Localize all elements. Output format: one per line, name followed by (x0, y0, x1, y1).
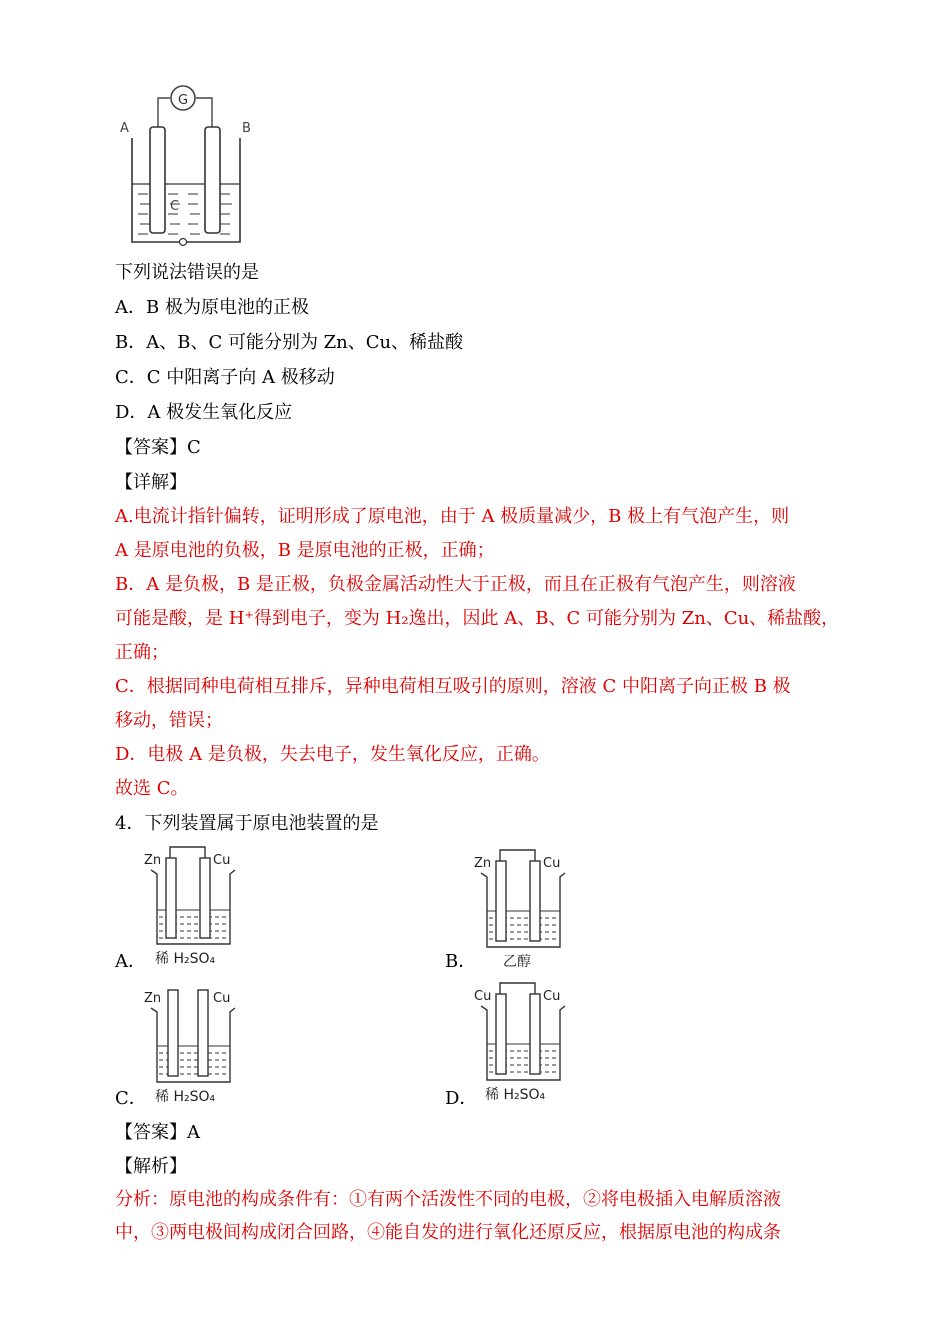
svg-text:稀 H₂SO₄: 稀 H₂SO₄ (155, 951, 216, 967)
svg-text:B: B (242, 121, 251, 136)
svg-text:Cu: Cu (543, 989, 561, 1004)
svg-text:Cu: Cu (474, 989, 492, 1004)
q3-conclusion: 故选 C。 (115, 778, 189, 799)
q3-detail-line: 可能是酸，是 H⁺得到电子，变为 H₂逸出，因此 A、B、C 可能分别为 Zn、Cu、稀盐酸， (115, 608, 840, 629)
galvanic-cell-figure (112, 80, 272, 250)
q3-option-d: D．A 极发生氧化反应 (115, 402, 293, 423)
q3-option-b: B．A、B、C 可能分别为 Zn、Cu、稀盐酸 (115, 332, 464, 353)
svg-text:稀 H₂SO₄: 稀 H₂SO₄ (485, 1087, 546, 1103)
q3-detail-line: 正确； (115, 642, 169, 663)
q4-option-d-label: D． (445, 1088, 478, 1109)
q3-answer: 【答案】C (115, 437, 201, 458)
q4-option-b-label: B． (445, 951, 477, 972)
q4-option-c-label: C． (115, 1088, 147, 1109)
svg-text:乙醇: 乙醇 (503, 954, 531, 970)
q3-detail-line: A 是原电池的负极，B 是原电池的正极，正确； (115, 540, 495, 561)
svg-text:Zn: Zn (144, 991, 162, 1006)
q4-prompt: 4．下列装置属于原电池装置的是 (115, 813, 379, 834)
beaker-option-c (143, 980, 243, 1110)
q3-detail-line: C．根据同种电荷相互排斥，异种电荷相互吸引的原则，溶液 C 中阳离子向正极 B 极 (115, 676, 791, 697)
svg-text:Cu: Cu (543, 856, 561, 871)
q3-detail-line: D．电极 A 是负极，失去电子，发生氧化反应，正确。 (115, 744, 550, 765)
q4-analysis-heading: 【解析】 (115, 1156, 187, 1177)
svg-text:Zn: Zn (144, 853, 162, 868)
q3-option-c: C．C 中阳离子向 A 极移动 (115, 367, 335, 388)
q4-answer: 【答案】A (115, 1122, 200, 1143)
svg-text:Cu: Cu (213, 991, 231, 1006)
svg-text:G: G (178, 93, 189, 108)
q4-analysis-line: 分析：原电池的构成条件有：①有两个活泼性不同的电极，②将电极插入电解质溶液 (115, 1189, 781, 1210)
svg-text:A: A (120, 121, 129, 136)
svg-text:稀 H₂SO₄: 稀 H₂SO₄ (155, 1089, 216, 1105)
q3-detail-heading: 【详解】 (115, 472, 187, 493)
electrode-a (150, 127, 165, 233)
q3-detail-line: A.电流计指针偏转，证明形成了原电池，由于 A 极质量减少，B 极上有气泡产生，则 (115, 506, 790, 527)
svg-text:Zn: Zn (474, 856, 492, 871)
q4-analysis-line: 中，③两电极间构成闭合回路，④能自发的进行氧化还原反应，根据原电池的构成条 (115, 1222, 781, 1243)
svg-text:C: C (170, 199, 180, 214)
q4-option-a-label: A． (115, 951, 146, 972)
q3-detail-line: 移动，错误； (115, 710, 223, 731)
beaker-option-a (143, 842, 243, 972)
q3-prompt: 下列说法错误的是 (115, 262, 259, 283)
beaker-option-d (473, 978, 573, 1108)
q3-option-a: A．B 极为原电池的正极 (115, 297, 309, 318)
beaker-option-b (473, 845, 573, 975)
svg-text:Cu: Cu (213, 853, 231, 868)
q3-detail-line: B．A 是负极，B 是正极，负极金属活动性大于正极，而且在正极有气泡产生，则溶液 (115, 574, 796, 595)
electrode-b (205, 127, 220, 233)
